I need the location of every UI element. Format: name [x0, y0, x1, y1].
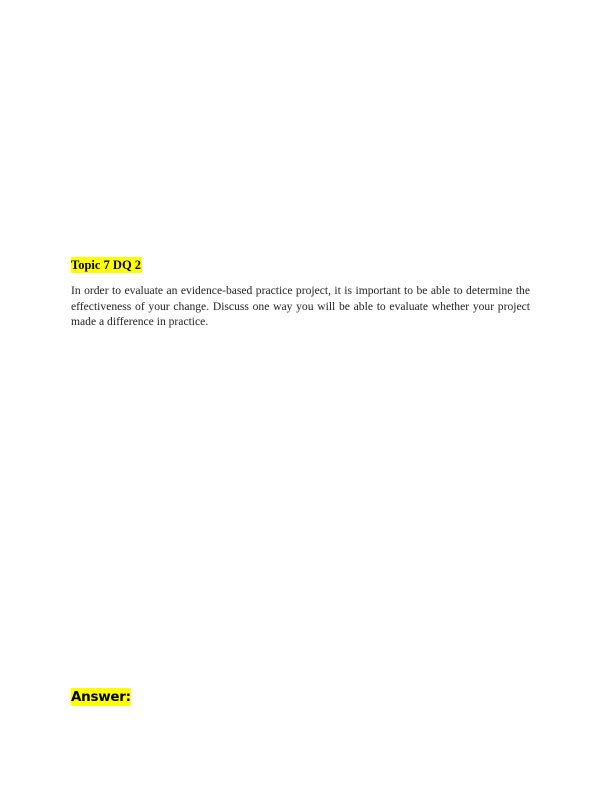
question-line: effectiveness of your change. Discuss one way you will be able to evaluate whether your project: [71, 299, 530, 313]
question-text: [71, 283, 530, 330]
question-line: In order to evaluate an evidence-based practice project, it is important to be able to determine the: [71, 284, 530, 297]
answer-label: Answer:: [71, 689, 131, 705]
question-line: made a difference in practice.: [71, 315, 209, 329]
question-heading: Topic 7 DQ 2: [71, 258, 142, 272]
